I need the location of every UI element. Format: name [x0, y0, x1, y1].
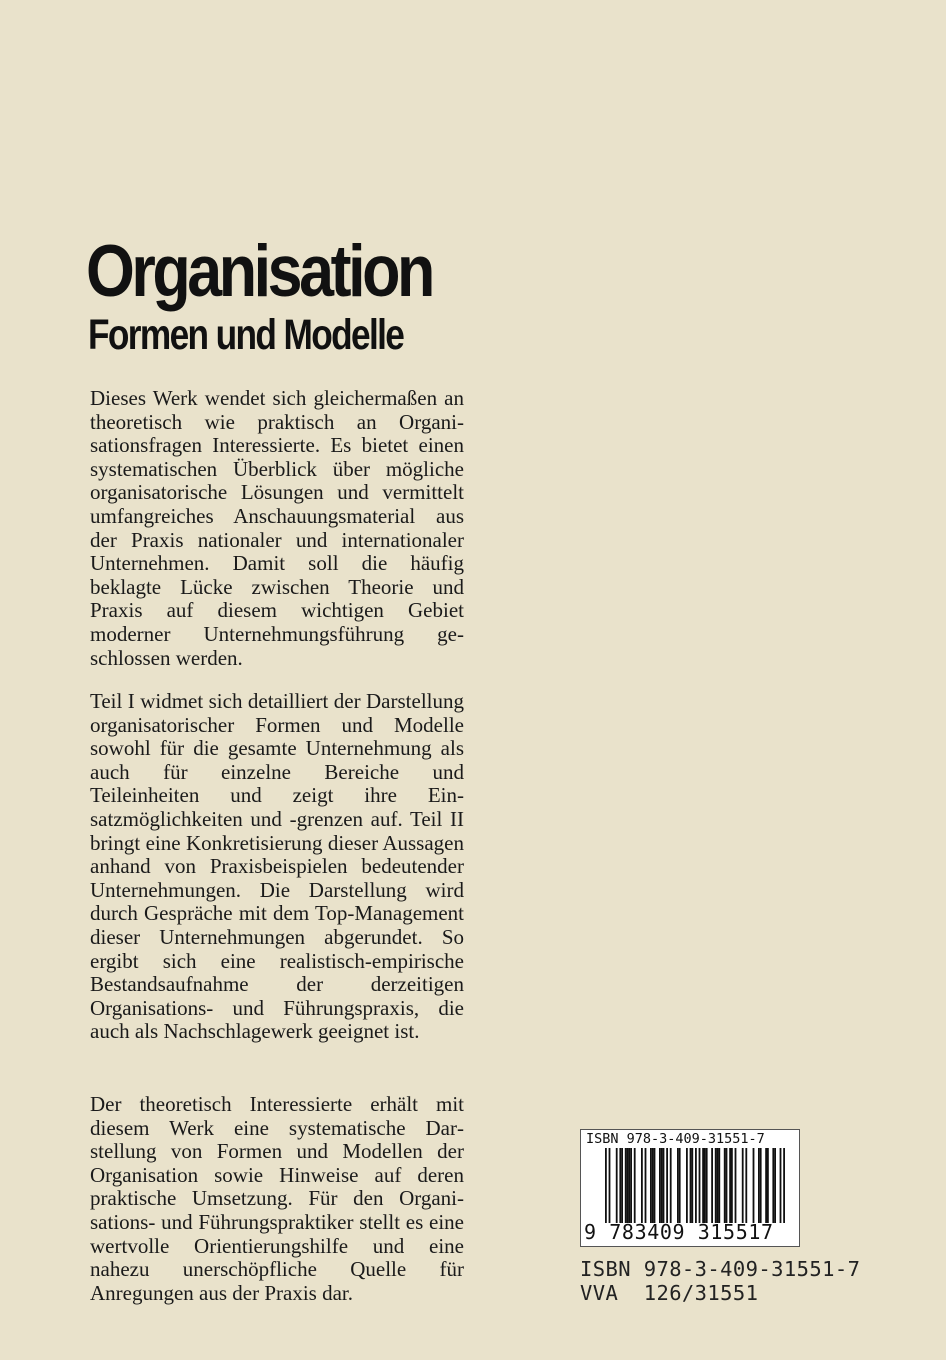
- barcode-bar: [706, 1148, 708, 1223]
- barcode-bar: [702, 1148, 704, 1223]
- barcode-bar: [679, 1148, 681, 1223]
- barcode-bar: [718, 1148, 720, 1223]
- barcode-bar: [765, 1148, 767, 1223]
- barcode-bar: [699, 1148, 701, 1223]
- barcode-bar: [619, 1148, 621, 1223]
- barcode-bar: [711, 1148, 713, 1223]
- barcode-bar: [704, 1148, 706, 1223]
- barcode-digits: 9 783409 315517: [584, 1220, 774, 1244]
- barcode-bar: [652, 1148, 654, 1223]
- barcode-bar: [641, 1148, 643, 1223]
- book-title: Organisation: [86, 231, 432, 312]
- barcode-isbn-text: ISBN 978-3-409-31551-7: [586, 1131, 765, 1147]
- barcode-bar: [634, 1148, 636, 1223]
- barcode-bar: [780, 1148, 782, 1223]
- barcode-bar: [625, 1148, 627, 1223]
- barcode-bar: [609, 1148, 611, 1223]
- barcode-bar: [726, 1148, 728, 1223]
- barcode-bar: [650, 1148, 652, 1223]
- barcode-bar: [654, 1148, 656, 1223]
- blurb-paragraph-2: Teil I widmet sich detailliert der Darstellung organisatorischer Formen und Modelle sowohl für die gesamte Unternehmung als auch für einzelne Bereiche und Teileinheiten und zeigt ihre Einsatzmöglichkeiten und -grenzen auf. Teil II bringt eine Konkretisierung dieser Aussagen anhand von Praxisbeispielen bedeutender Unternehmungen. Die Darstellung wird durch Gespräche mit dem Top-Management dieser Unternehmungen abgerundet. So ergibt sich eine realistisch-empirische Bestandsaufnahme der derzeitigen Organisations- und Führungspraxis, die auch als Nachschlagewerk geeignet ist.: [90, 689, 464, 1044]
- barcode-bar: [745, 1148, 747, 1223]
- barcode-bar: [691, 1148, 693, 1223]
- barcode-bar: [742, 1148, 744, 1223]
- barcode-bar: [605, 1148, 607, 1223]
- barcode-bar: [774, 1148, 776, 1223]
- isbn-number: ISBN 978-3-409-31551-7: [580, 1257, 861, 1281]
- barcode-bar: [677, 1148, 679, 1223]
- barcode-bar: [717, 1148, 719, 1223]
- barcode-bar: [690, 1148, 692, 1223]
- barcode-bar: [758, 1148, 760, 1223]
- barcode-bar: [783, 1148, 785, 1223]
- barcode-bar: [715, 1148, 717, 1223]
- barcode-bar: [616, 1148, 618, 1223]
- barcode-bar: [724, 1148, 726, 1223]
- barcode-bar: [772, 1148, 774, 1223]
- barcode-bar: [670, 1148, 672, 1223]
- barcode-bar: [627, 1148, 629, 1223]
- barcode-bar: [659, 1148, 661, 1223]
- barcode-bar: [753, 1148, 755, 1223]
- blurb-paragraph-1: Dieses Werk wendet sich gleichermaßen an theoretisch wie praktisch an Organisationsfragen Interessierte. Es bietet einen systematischen Überblick über mögliche organisatorische Lösungen und vermittelt umfangreiches Anschauungsmaterial aus der Praxis nationaler und internationaler Unternehmen. Damit soll die häufig beklagte Lücke zwischen Theorie und Praxis auf diesem wichtigen Gebiet moderner Unternehmungsführung geschlossen werden.: [90, 386, 464, 670]
- barcode-bar: [661, 1148, 663, 1223]
- barcode-bar: [663, 1148, 665, 1223]
- barcode-bar: [628, 1148, 630, 1223]
- barcode-bar: [686, 1148, 688, 1223]
- barcode-bar: [760, 1148, 762, 1223]
- blurb-paragraph-3: Der theoretisch Interessierte erhält mit diesem Werk eine systematische Darstellung von Formen und Modellen der Organisation sowie Hinweise auf deren praktische Umsetzung. Für den Organisations- und Führungspraktiker stellt es eine wertvolle Orientierungshilfe und eine nahezu unerschöpfliche Quelle für Anregungen aus der Praxis dar.: [90, 1092, 464, 1305]
- barcode-bar: [645, 1148, 647, 1223]
- barcode-bar: [630, 1148, 632, 1223]
- barcode-icon: [605, 1148, 785, 1223]
- barcode-bar: [767, 1148, 769, 1223]
- barcode-bar: [729, 1148, 731, 1223]
- barcode-bar: [735, 1148, 737, 1223]
- publisher-code: VVA 126/31551: [580, 1281, 759, 1305]
- barcode-bar: [731, 1148, 733, 1223]
- book-subtitle: Formen und Modelle: [88, 311, 404, 359]
- barcode-bar: [621, 1148, 623, 1223]
- barcode-bar: [695, 1148, 697, 1223]
- barcode-bar: [666, 1148, 668, 1223]
- barcode-label: [580, 1129, 800, 1247]
